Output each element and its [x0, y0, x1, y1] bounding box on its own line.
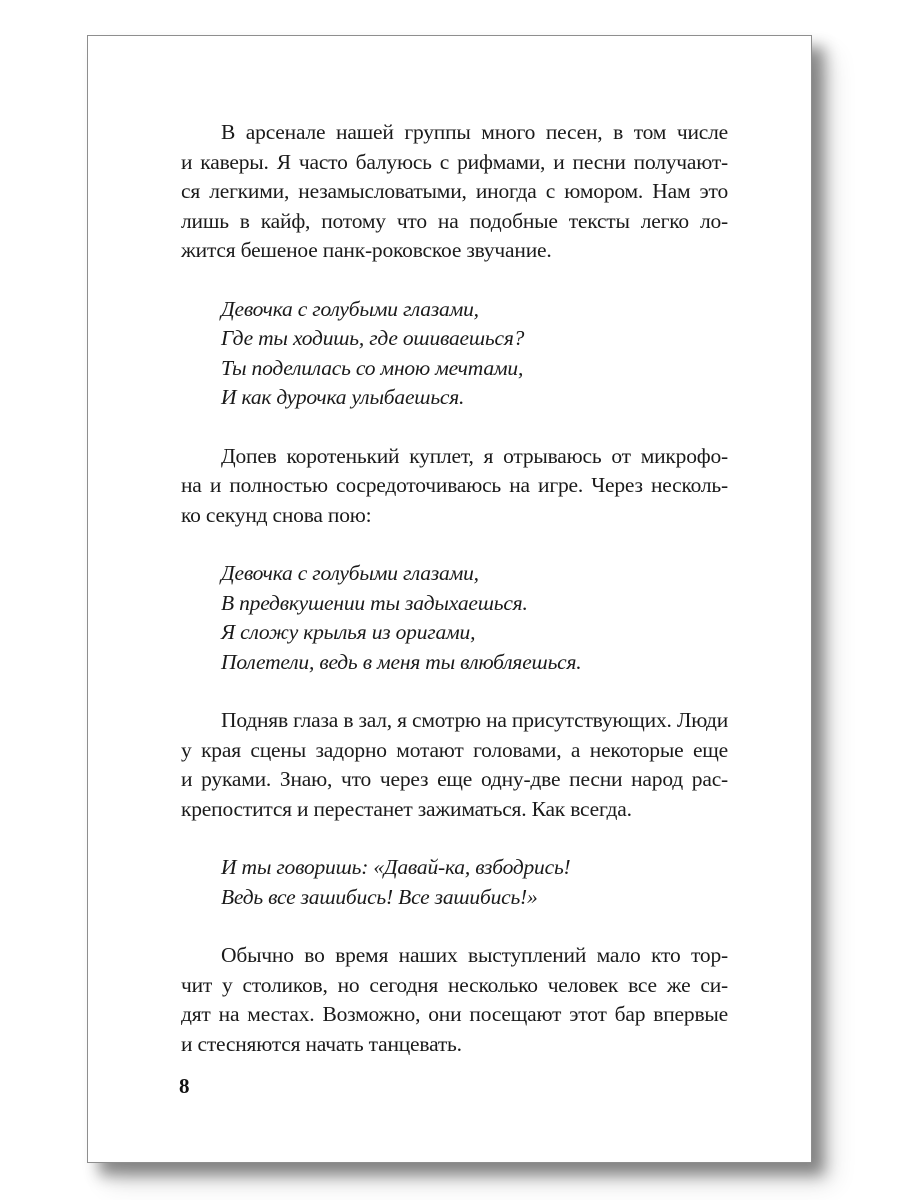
- text-line: ко секунд снова пою:: [181, 502, 372, 527]
- text-line: лишь в кайф, потому что на подобные тексты легко ло-: [181, 208, 728, 233]
- text-line: и руками. Знаю, что через еще одну-две песни народ рас-: [181, 767, 728, 791]
- verse-line: И ты говоришь: «Давай-ка, взбодрись!: [221, 855, 571, 879]
- verse-line: Полетели, ведь в меня ты влюбляешься.: [221, 649, 582, 674]
- page-body: [181, 118, 728, 1088]
- verse-line: Ведь все зашибись! Все зашибись!»: [221, 884, 538, 909]
- verse-line: Ты поделилась со мною мечтами,: [221, 355, 524, 380]
- text-line: крепостится и перестанет зажиматься. Как всегда.: [181, 796, 632, 821]
- text-line: жится бешеное панк-роковское звучание.: [181, 238, 552, 262]
- text-line: В арсенале нашей группы много песен, в том числе: [221, 120, 728, 144]
- verse-2: [181, 559, 728, 677]
- verse-line: В предвкушении ты задыхаешься.: [221, 590, 528, 615]
- text-line: чит у столиков, но сегодня несколько человек все же си-: [181, 972, 728, 997]
- verse-line: Девочка с голубыми глазами,: [221, 561, 479, 585]
- text-line: и каверы. Я часто балуюсь с рифмами, и песни получают-: [181, 149, 728, 174]
- text-line: Обычно во время наших выступлений мало кто тор-: [221, 943, 728, 967]
- verse-1: [181, 295, 728, 413]
- paragraph-4: [181, 941, 728, 1059]
- paragraph-3: [181, 706, 728, 824]
- text-line: на и полностью сосредоточиваюсь на игре. Через несколь-: [181, 473, 728, 497]
- text-line: Допев коротенький куплет, я отрываюсь от микрофо-: [221, 443, 728, 468]
- text-line: Подняв глаза в зал, я смотрю на присутствующих. Люди: [221, 708, 729, 732]
- paragraph-1: [181, 118, 728, 266]
- text-line: дят на местах. Возможно, они посещают этот бар впервые: [181, 1002, 728, 1026]
- text-line: ся легкими, незамысловатыми, иногда с юмором. Нам это: [181, 179, 728, 203]
- verse-line: И как дурочка улыбаешься.: [221, 385, 465, 409]
- text-line: и стесняются начать танцевать.: [181, 1031, 462, 1056]
- page-number: 8: [179, 1074, 190, 1098]
- verse-line: Где ты ходишь, где ошиваешься?: [221, 326, 525, 350]
- verse-line: Я сложу крылья из оригами,: [221, 620, 476, 644]
- paragraph-2: [181, 442, 728, 531]
- verse-line: Девочка с голубыми глазами,: [221, 296, 479, 321]
- book-page: [87, 35, 812, 1163]
- text-line: у края сцены задорно мотают головами, а некоторые еще: [181, 737, 728, 762]
- verse-3: [181, 853, 728, 912]
